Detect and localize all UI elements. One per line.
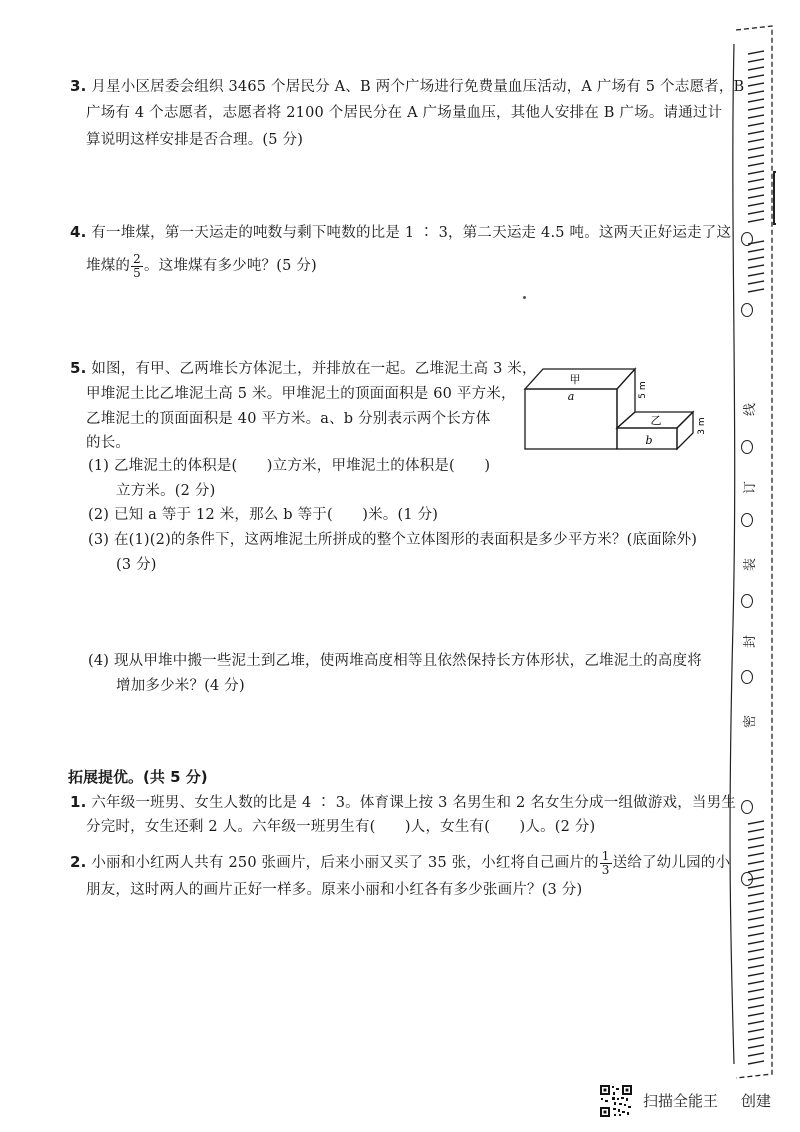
label-jia: 甲 xyxy=(569,373,581,386)
q4-text-1: 有一堆煤，第一天运走的吨数与剩下吨数的比是 1 ∶ 3，第二天运走 4.5 吨。这两天正好运走了这 xyxy=(91,225,732,241)
ext-q1-number: 1. xyxy=(70,793,87,811)
label-a: a xyxy=(567,390,575,403)
q4-line-1 xyxy=(70,222,731,243)
binding-char-xian: 线 xyxy=(743,402,759,417)
binding-char-zhuang: 装 xyxy=(743,557,759,572)
q4-number: 4. xyxy=(70,223,87,241)
ext-q2-line-1 xyxy=(70,847,730,878)
q5-sub2: (2) 已知 a 等于 12 米，那么 b 等于( )米。(1 分) xyxy=(88,507,439,523)
q3-line-3: 算说明这样安排是否合理。(5 分) xyxy=(86,132,304,148)
binding-margin xyxy=(728,24,776,1084)
q5-number: 5. xyxy=(70,359,87,377)
ext-q2-line-2: 朋友，这时两人的画片正好一样多。原来小丽和小红各有多少张画片？(3 分) xyxy=(86,882,583,898)
q4-text-2-pre: 堆煤的 xyxy=(86,258,131,274)
extension-title: 拓展提优。(共 5 分) xyxy=(68,768,208,786)
label-5m: 5 m xyxy=(638,381,648,399)
q5-sub3-line-2: (3 分) xyxy=(116,557,157,573)
ext-q2-fraction-numerator: 1 xyxy=(601,848,610,863)
q5-line-4: 的长。 xyxy=(86,435,131,451)
label-yi: 乙 xyxy=(650,414,662,427)
q5-line-1 xyxy=(70,358,537,379)
q5-text-1: 如图，有甲、乙两堆长方体泥土，并排放在一起。乙堆泥土高 3 米， xyxy=(91,361,537,377)
cuboid-diagram xyxy=(515,362,715,457)
binding-hole-2 xyxy=(741,303,753,317)
binding-char-feng: 封 xyxy=(743,634,759,649)
binding-dashed-border xyxy=(736,26,772,1078)
q4-fraction xyxy=(131,253,143,280)
binding-hole-4 xyxy=(741,513,753,527)
q3-text-1: 月星小区居委会组织 3465 个居民分 A、B 两个广场进行免费量血压活动，A 广场有 5 个志愿者，B xyxy=(91,79,745,95)
binding-hole-7 xyxy=(741,800,753,814)
ext-q2-number: 2. xyxy=(70,853,87,871)
q3-number: 3. xyxy=(70,77,87,95)
ext-q2-fraction xyxy=(600,850,612,877)
binding-char-mi: 密 xyxy=(743,714,759,729)
watermark-brand: 扫描全能王 xyxy=(643,1092,719,1110)
ext-q2-text-1-pre: 小丽和小红两人共有 250 张画片，后来小丽又买了 35 张，小红将自己画片的 xyxy=(91,855,599,871)
binding-char-ding: 订 xyxy=(743,480,759,495)
ext-q1-line-2: 分完时，女生还剩 2 人。六年级一班男生有( )人，女生有( )人。(2 分) xyxy=(86,819,596,835)
ext-q2-text-1-post: 送给了幼儿园的小 xyxy=(612,855,731,871)
q4-fraction-numerator: 2 xyxy=(133,251,141,266)
yi-side-face xyxy=(677,412,693,449)
q4-line-2 xyxy=(86,251,317,281)
q4-fraction-denominator: 5 xyxy=(133,265,141,280)
label-b: b xyxy=(645,434,653,447)
q5-sub1-line-2: 立方米。(2 分) xyxy=(116,483,216,499)
binding-hole-5 xyxy=(741,594,753,608)
ext-q1-line-1 xyxy=(70,792,736,813)
binding-inner-line xyxy=(730,44,735,1064)
binding-hole-3 xyxy=(741,440,753,454)
ext-q1-text-1: 六年级一班男、女生人数的比是 4 ∶ 3。体育课上按 3 名男生和 2 名女生分成一组做游戏，当男生 xyxy=(91,795,737,811)
qr-code-icon xyxy=(599,1084,633,1118)
q5-line-3: 乙堆泥土的顶面面积是 40 平方米。a、b 分别表示两个长方体 xyxy=(86,411,491,427)
q5-sub4-line-1: (4) 现从甲堆中搬一些泥土到乙堆，使两堆高度相等且依然保持长方体形状，乙堆泥土的高度将 xyxy=(88,653,702,669)
q5-sub4-line-2: 增加多少米？(4 分) xyxy=(116,678,245,694)
binding-hole-1 xyxy=(741,232,753,246)
binding-hole-8 xyxy=(741,872,753,886)
q5-sub1-line-1: (1) 乙堆泥土的体积是( )立方米，甲堆泥土的体积是( ) xyxy=(88,458,491,474)
stray-mark xyxy=(523,296,526,299)
q5-sub3-line-1: (3) 在(1)(2)的条件下，这两堆泥土所拼成的整个立体图形的表面积是多少平方米？(底面除外) xyxy=(88,532,698,548)
q3-line-1 xyxy=(70,76,744,97)
q5-line-2: 甲堆泥土比乙堆泥土高 5 米。甲堆泥土的顶面面积是 60 平方米， xyxy=(86,386,516,402)
binding-bracket xyxy=(774,172,776,224)
label-3m: 3 m xyxy=(697,417,707,435)
ext-q2-fraction-denominator: 3 xyxy=(601,862,610,877)
watermark-suffix: 创建 xyxy=(741,1092,772,1110)
q4-text-2-post: 。这堆煤有多少吨？(5 分) xyxy=(143,258,317,274)
binding-hatch-top xyxy=(748,51,764,292)
q3-line-2: 广场有 4 个志愿者，志愿者将 2100 个居民分在 A 广场量血压，其他人安排在 B 广场。请通过计 xyxy=(86,105,723,121)
binding-hole-6 xyxy=(741,670,753,684)
binding-hatch-bottom xyxy=(748,821,764,1064)
